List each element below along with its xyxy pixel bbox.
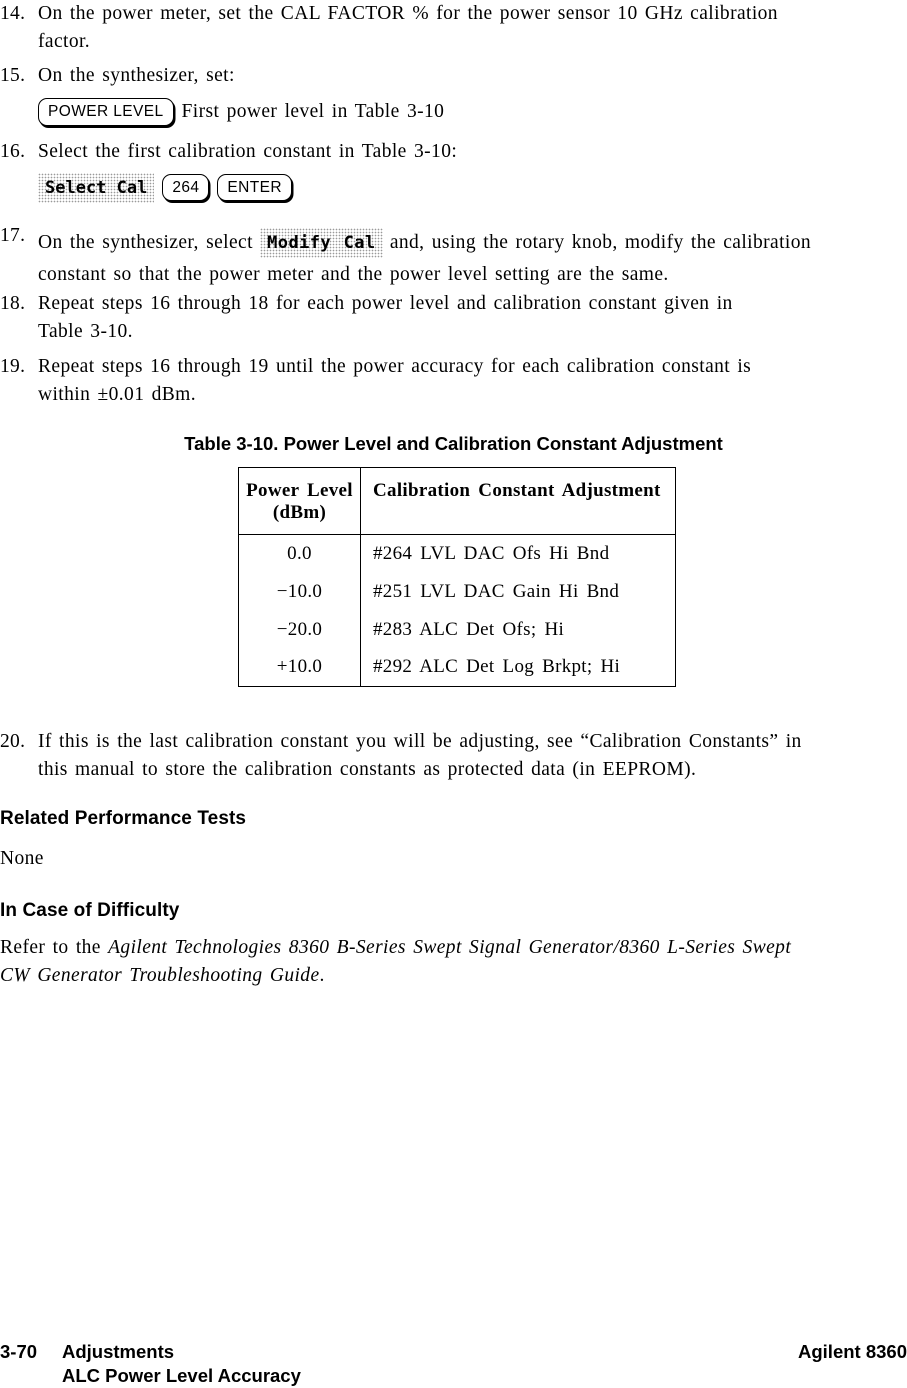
- step-text-line: constant so that the power meter and the power level setting are the same.: [38, 264, 669, 286]
- footer-chapter: Adjustments: [62, 1341, 175, 1362]
- table-row: [239, 611, 676, 649]
- step-number: 16.: [0, 141, 26, 162]
- step-text-pre: On the synthesizer, select: [38, 232, 253, 253]
- step-14: [0, 0, 907, 56]
- calibration-constant-header: Calibration Constant Adjustment: [361, 468, 676, 535]
- power-value: −20.0: [276, 618, 323, 640]
- select-cal-softkey: Select Cal: [38, 173, 154, 203]
- step-text-line: Repeat steps 16 through 19 until the power accuracy for each calibration constant is: [38, 356, 752, 377]
- step-number: 19.: [0, 356, 26, 377]
- adjustment-value: #283 ALC Det Ofs; Hi: [361, 611, 676, 649]
- power-level-instruction: First power level in Table 3-10: [181, 101, 445, 123]
- step-text-post: and, using the rotary knob, modify the calibration: [389, 232, 812, 253]
- select-cal-key-line: [0, 173, 292, 203]
- difficulty-pre: Refer to the: [0, 937, 109, 958]
- difficulty-text-line: [0, 962, 791, 990]
- page-footer: [0, 1340, 907, 1388]
- step-text-line: On the power meter, set the CAL FACTOR % for the power sensor 10 GHz calibration: [38, 3, 778, 24]
- in-case-of-difficulty-heading: In Case of Difficulty: [0, 900, 180, 921]
- power-value: 0.0: [287, 542, 312, 564]
- table-row: [239, 535, 676, 573]
- footer-brand: Agilent 8360: [798, 1341, 907, 1362]
- adjustment-value: #292 ALC Det Log Brkpt; Hi: [361, 649, 676, 687]
- step-text-line: Repeat steps 16 through 18 for each power level and calibration constant given in: [38, 293, 733, 314]
- in-case-of-difficulty-body: [0, 934, 791, 990]
- difficulty-post: .: [319, 965, 325, 986]
- power-value: +10.0: [276, 656, 323, 678]
- modify-cal-softkey: Modify Cal: [260, 228, 382, 258]
- power-value: −10.0: [276, 580, 323, 602]
- step-15: [0, 62, 907, 90]
- footer-section: ALC Power Level Accuracy: [62, 1365, 301, 1386]
- step-text-line: On the synthesizer, set:: [38, 65, 235, 86]
- step-20: [0, 728, 907, 784]
- table-row: [239, 649, 676, 687]
- enter-keycap: ENTER: [217, 174, 292, 202]
- power-level-header: Power Level (dBm): [246, 480, 353, 523]
- step-number: 17.: [0, 225, 26, 246]
- step-text-line: factor.: [38, 31, 91, 52]
- power-level-keycap: POWER LEVEL: [38, 98, 174, 126]
- step-text-line: within ±0.01 dBm.: [38, 384, 197, 405]
- step-number: 14.: [0, 3, 26, 24]
- step-text-line: [38, 228, 907, 258]
- step-number: 18.: [0, 293, 26, 314]
- step-16: [0, 138, 907, 166]
- step-text-line: this manual to store the calibration constants as protected data (in EEPROM).: [38, 759, 697, 780]
- related-performance-tests-body: None: [0, 848, 44, 869]
- step-text-line: If this is the last calibration constant you will be adjusting, see “Calibration Constants” in: [38, 731, 802, 752]
- power-level-key-line: [0, 100, 444, 128]
- difficulty-text-line: [0, 934, 791, 962]
- step-number: 15.: [0, 65, 26, 86]
- table-caption: Table 3-10. Power Level and Calibration Constant Adjustment: [184, 433, 723, 454]
- step-19: [0, 353, 907, 409]
- step-number: 20.: [0, 731, 26, 752]
- step-text-line: Select the first calibration constant in Table 3-10:: [38, 141, 458, 162]
- adjustment-value: #251 LVL DAC Gain Hi Bnd: [361, 573, 676, 611]
- guide-title-line1: Agilent Technologies 8360 B-Series Swept Signal Generator/8360 L-Series Swept: [108, 937, 792, 958]
- footer-chapter-section: [62, 1340, 798, 1388]
- table-row: [239, 573, 676, 611]
- guide-title-line2: CW Generator Troubleshooting Guide: [0, 965, 320, 986]
- table-header-row: [239, 468, 676, 535]
- step-text-line: Table 3-10.: [38, 321, 133, 342]
- key-264-keycap: 264: [162, 174, 209, 202]
- step-17: [0, 225, 907, 289]
- adjustment-value: #264 LVL DAC Ofs Hi Bnd: [361, 535, 676, 573]
- related-performance-tests-heading: Related Performance Tests: [0, 808, 247, 829]
- footer-page-number: 3-70: [0, 1341, 38, 1362]
- power-level-table: [238, 467, 676, 687]
- step-18: [0, 290, 907, 346]
